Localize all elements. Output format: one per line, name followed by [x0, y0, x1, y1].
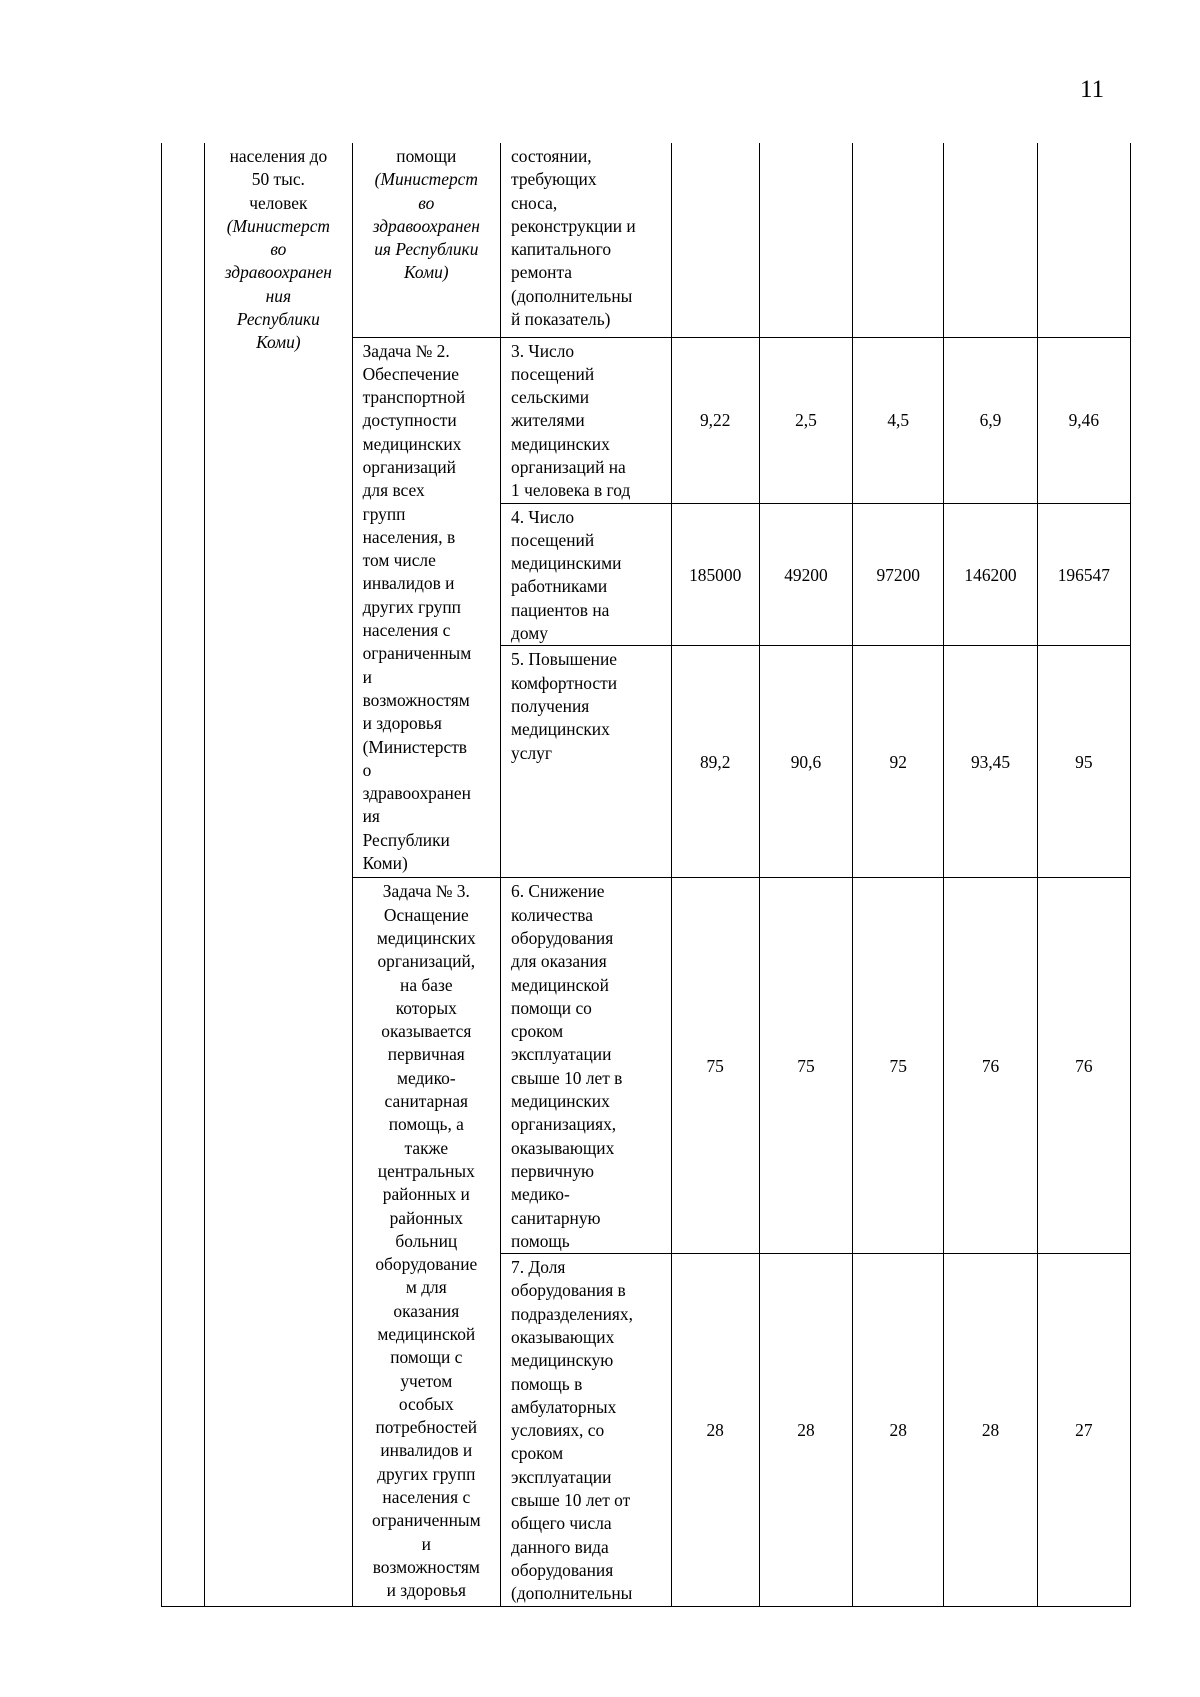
value-cell: 196547: [1037, 503, 1130, 646]
indicator-cell: [501, 646, 672, 878]
value-cell: 75: [671, 878, 759, 1254]
value-cell: 89,2: [671, 646, 759, 878]
task3-text: Задача № 3. Оснащение медицинских организаций, на базе которых оказывается первичная медико- санитарная помощь, а также центральных районных и районных больниц оборудование м для оказания медицинской помощи с учетом особых потребностей инвалидов и других групп населения с ограниченным и возможностям и здоровья: [371, 881, 481, 1601]
goal-cell: [205, 143, 352, 1606]
value-cell: 2,5: [759, 337, 852, 503]
number-column-cell: [162, 143, 205, 1606]
task3-cell: [352, 878, 500, 1606]
value-cell: 76: [1037, 878, 1130, 1254]
value-cell: 146200: [944, 503, 1037, 646]
value-cell: 28: [759, 1254, 852, 1606]
task-responsible: (Министерст во здравоохранен ия Республики Коми): [372, 169, 480, 283]
value-cell: [759, 143, 852, 337]
value-cell: 95: [1037, 646, 1130, 878]
indicator-cell: [501, 337, 672, 503]
indicator-text: 6. Снижение количества оборудования для оказания медицинской помощи со сроком эксплуатации свыше 10 лет в медицинских организациях, оказывающих первичную медико- санитарную помощь: [511, 881, 623, 1251]
value-cell: [944, 143, 1037, 337]
value-cell: 4,5: [853, 337, 944, 503]
value-cell: 93,45: [944, 646, 1037, 878]
indicators-table: [161, 143, 1131, 1607]
indicator-cell: [501, 878, 672, 1254]
value-cell: 90,6: [759, 646, 852, 878]
indicator-text: 5. Повышение комфортности получения медицинских услуг: [511, 649, 618, 763]
value-cell: [671, 143, 759, 337]
value-cell: 92: [853, 646, 944, 878]
goal-responsible: (Министерст во здравоохранен ния Республики Коми): [224, 215, 332, 353]
page-number: 11: [1080, 76, 1105, 103]
value-cell: 28: [671, 1254, 759, 1606]
value-cell: 75: [759, 878, 852, 1254]
task2-cell: [352, 337, 500, 878]
indicator-text: 4. Число посещений медицинскими работниками пациентов на дому: [511, 506, 622, 644]
table-row: [162, 143, 1131, 337]
indicator-cell: [501, 1254, 672, 1606]
value-cell: 9,22: [671, 337, 759, 503]
value-cell: [853, 143, 944, 337]
value-cell: 185000: [671, 503, 759, 646]
value-cell: 76: [944, 878, 1037, 1254]
value-cell: [1037, 143, 1130, 337]
value-cell: 97200: [853, 503, 944, 646]
indicator-text: состоянии, требующих сноса, реконструкции и капитального ремонта (дополнительны й показатель): [511, 146, 636, 330]
indicator-text: 3. Число посещений сельскими жителями медицинских организаций на 1 человека в год: [511, 340, 631, 501]
value-cell: 27: [1037, 1254, 1130, 1606]
indicator-text: 7. Доля оборудования в подразделениях, оказывающих медицинскую помощь в амбулаторных условиях, со сроком эксплуатации свыше 10 лет от общего числа данного вида оборудования (дополнительны: [511, 1257, 633, 1604]
task-text: помощи: [396, 146, 457, 166]
value-cell: 9,46: [1037, 337, 1130, 503]
task2-text: Задача № 2. Обеспечение транспортной доступности медицинских организаций для всех групп населения, в том числе инвалидов и других групп населения с ограниченным и возможностям и здоровья (Министерств о здравоохранен ия Республики Коми): [362, 340, 472, 874]
task-cell: [352, 143, 500, 337]
indicator-cell: [501, 143, 672, 337]
value-cell: 49200: [759, 503, 852, 646]
value-cell: 28: [944, 1254, 1037, 1606]
value-cell: 28: [853, 1254, 944, 1606]
value-cell: 75: [853, 878, 944, 1254]
indicator-cell: [501, 503, 672, 646]
value-cell: 6,9: [944, 337, 1037, 503]
goal-text: населения до 50 тыс. человек: [229, 146, 328, 213]
